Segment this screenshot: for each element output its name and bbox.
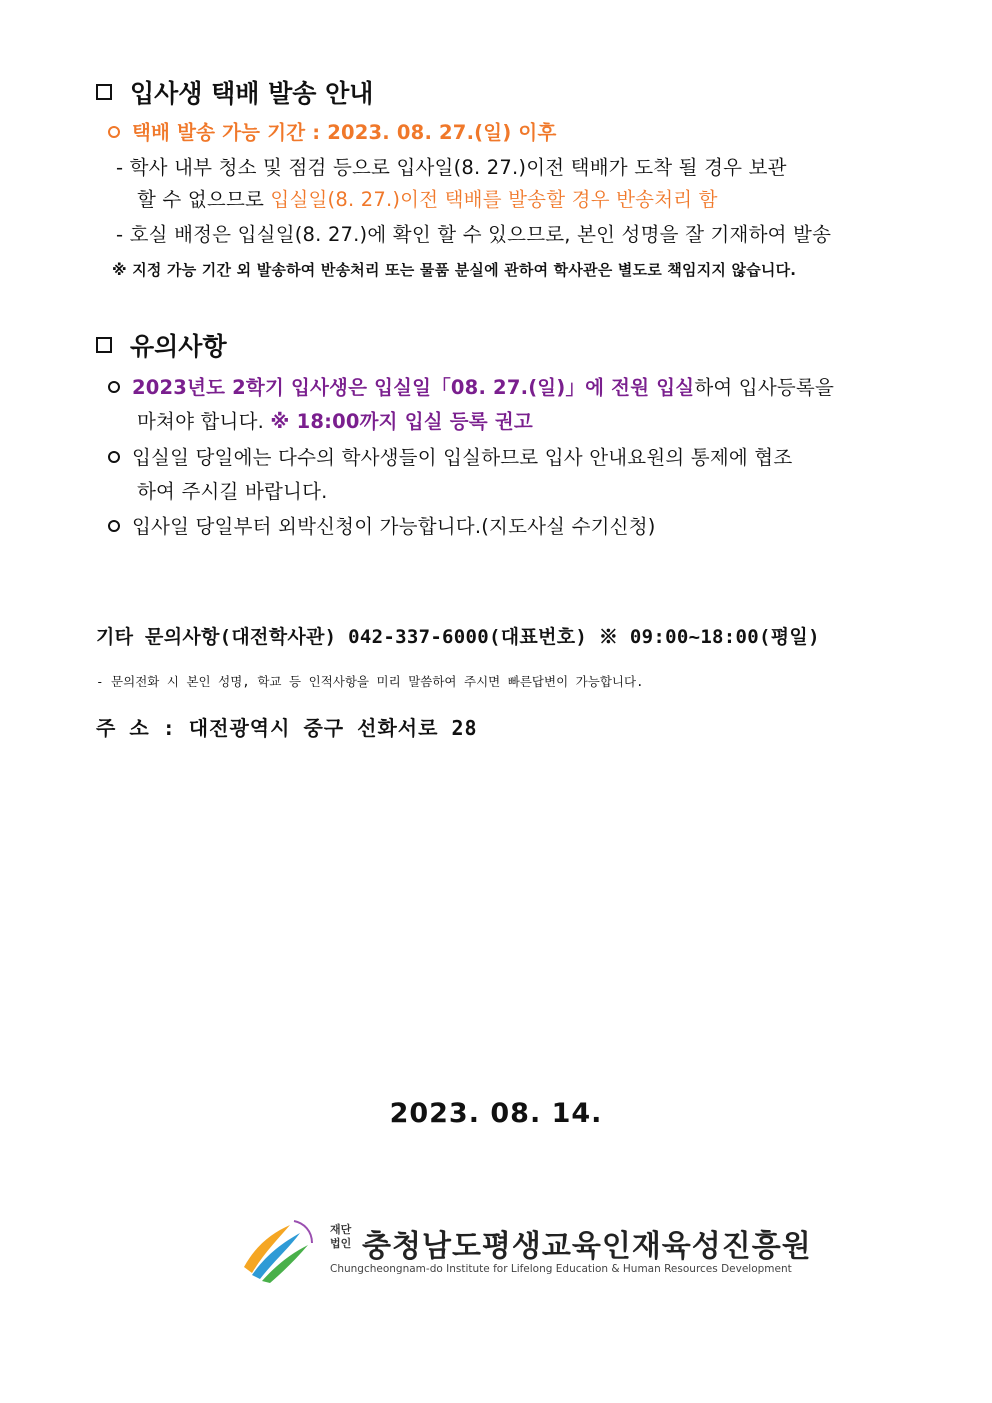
notice-item1-highlight: 2023년도 2학기 입사생은 입실일「08. 27.(일)」에 전원 입실 bbox=[132, 376, 695, 399]
notice-item1-line2-highlight: ※ 18:00까지 입실 등록 권고 bbox=[270, 410, 533, 433]
contact-address: 주 소 : 대전광역시 중구 선화서로 28 bbox=[96, 716, 478, 740]
institute-logo bbox=[238, 1215, 812, 1285]
delivery-item1-line1: - 학사 내부 청소 및 점검 등으로 입사일(8. 27.)이전 택배가 도착 될 경우 보관 bbox=[116, 156, 787, 179]
logo-name: 충청남도평생교육인재육성진흥원 bbox=[362, 1229, 812, 1264]
circle-bullet-icon bbox=[108, 451, 120, 463]
contact-tip: - 문의전화 시 본인 성명, 학교 등 인적사항을 미리 말씀하여 주시면 빠른답변이 가능합니다. bbox=[96, 674, 644, 689]
circle-bullet-icon bbox=[108, 520, 120, 532]
institute-logo-icon bbox=[238, 1215, 318, 1285]
notice-heading-text: 유의사항 bbox=[130, 332, 227, 361]
delivery-period-text: 택배 발송 가능 기간 : 2023. 08. 27.(일) 이후 bbox=[132, 121, 557, 144]
delivery-item2: - 호실 배정은 입실일(8. 27.)에 확인 할 수 있으므로, 본인 성명을 잘 기재하여 발송 bbox=[116, 223, 832, 246]
delivery-heading bbox=[96, 74, 373, 110]
circle-bullet-icon bbox=[108, 381, 120, 393]
logo-small-text bbox=[330, 1223, 351, 1251]
notice-item1-line1 bbox=[108, 372, 834, 400]
notice-item3 bbox=[108, 511, 656, 539]
document-date: 2023. 08. 14. bbox=[389, 1098, 603, 1129]
notice-item2-text: 입실일 당일에는 다수의 학사생들이 입실하므로 입사 안내요원의 통제에 협조 bbox=[132, 446, 793, 469]
notice-item2-line2: 하여 주시길 바랍니다. bbox=[137, 480, 328, 503]
logo-small-line1: 재단 bbox=[330, 1223, 352, 1236]
delivery-heading-text: 입사생 택배 발송 안내 bbox=[130, 79, 374, 108]
notice-item1-line2 bbox=[137, 406, 533, 434]
notice-item1-rest: 하여 입사등록을 bbox=[694, 376, 834, 399]
delivery-item1-highlight: 입실일(8. 27.)이전 택배를 발송할 경우 반송처리 함 bbox=[270, 188, 718, 211]
logo-small-line2: 법인 bbox=[330, 1237, 352, 1250]
checkbox-square-icon bbox=[96, 337, 112, 353]
checkbox-square-icon bbox=[96, 84, 112, 100]
delivery-note: ※ 지정 가능 기간 외 발송하여 반송처리 또는 물품 분실에 관하여 학사관은 별도로 책임지지 않습니다. bbox=[112, 261, 797, 279]
notice-item3-text: 입사일 당일부터 외박신청이 가능합니다.(지도사실 수기신청) bbox=[132, 515, 656, 538]
circle-bullet-icon bbox=[108, 126, 120, 138]
contact-inquiry: 기타 문의사항(대전학사관) 042-337-6000(대표번호) ※ 09:00~18:00(평일) bbox=[96, 626, 820, 648]
notice-item1-line2-prefix: 마쳐야 합니다. bbox=[137, 410, 271, 433]
delivery-item1-line2 bbox=[137, 184, 718, 212]
logo-english: Chungcheongnam-do Institute for Lifelong Education & Human Resources Development bbox=[330, 1263, 792, 1275]
delivery-item1-prefix: 할 수 없으므로 bbox=[137, 188, 271, 211]
delivery-period bbox=[108, 117, 557, 145]
notice-heading bbox=[96, 327, 227, 363]
notice-item2-line1 bbox=[108, 442, 792, 470]
